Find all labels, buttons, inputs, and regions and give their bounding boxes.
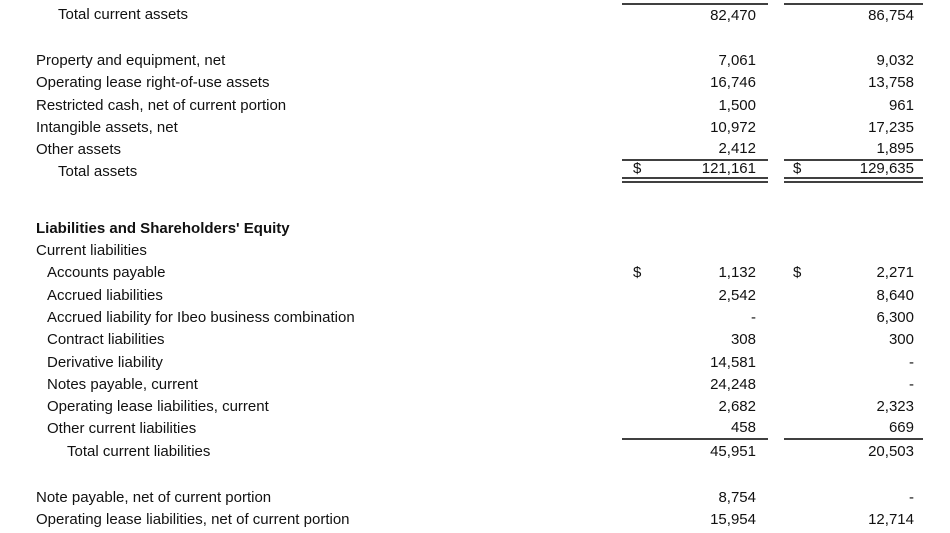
column-gap [768,373,784,395]
right-margin [923,138,950,160]
amount-col1 [622,94,768,116]
amount-value: 2,412 [718,140,756,158]
row-label: Accrued liabilities [47,286,163,304]
right-margin [923,486,950,508]
amount-value: 1,895 [876,140,914,158]
column-gap [768,239,784,261]
amount-value: 2,271 [876,264,914,282]
statement-row [0,351,950,373]
amount-value: 300 [888,331,914,349]
amount-value: 961 [888,96,914,114]
amount-value: 6,300 [876,308,914,326]
amount-value: 10,972 [710,118,756,136]
row-label: Total current assets [58,5,189,23]
right-margin [923,262,950,284]
amount-col2 [784,262,923,284]
statement-row [0,509,950,531]
row-label: Derivative liability [47,353,163,371]
column-gap [768,440,784,462]
amount-col1 [622,138,768,160]
amount-value: 1,132 [718,264,756,282]
amount-col2 [784,509,923,531]
right-margin [923,239,950,261]
amount-value: 129,635 [859,160,914,178]
amount-value: 9,032 [876,51,914,69]
amount-value: 2,682 [718,398,756,416]
row-label: Property and equipment, net [36,51,226,69]
amount-value: 13,758 [868,74,914,92]
right-margin [923,3,950,25]
statement-rows [0,3,950,531]
amount-value: - [751,308,756,326]
currency-symbol: $ [633,160,642,178]
spacer-row [0,462,950,486]
amount-col1 [622,161,768,183]
column-gap [768,284,784,306]
amount-col2 [784,217,923,239]
statement-row [0,440,950,462]
statement-row [0,3,950,25]
amount-value: 458 [730,419,756,437]
row-label: Current liabilities [36,242,147,260]
amount-col1 [622,217,768,239]
column-gap [768,138,784,160]
row-label: Restricted cash, net of current portion [36,96,287,114]
column-gap [768,72,784,94]
amount-col2 [784,306,923,328]
right-margin [923,329,950,351]
amount-value: 20,503 [868,442,914,460]
amount-col1 [622,262,768,284]
amount-col1 [622,72,768,94]
amount-col2 [784,440,923,462]
row-label: Other assets [36,141,122,159]
statement-row [0,486,950,508]
statement-row [0,239,950,261]
statement-row [0,161,950,183]
amount-col2 [784,3,923,25]
right-margin [923,351,950,373]
amount-col1 [622,284,768,306]
amount-value: - [909,488,914,506]
right-margin [923,418,950,440]
row-label: Intangible assets, net [36,118,178,136]
statement-row [0,138,950,160]
right-margin [923,509,950,531]
column-gap [768,306,784,328]
amount-col1 [622,486,768,508]
statement-row [0,395,950,417]
statement-row [0,217,950,239]
statement-row [0,94,950,116]
right-margin [923,395,950,417]
column-gap [768,94,784,116]
statement-row [0,329,950,351]
row-label: Total current liabilities [67,442,211,460]
amount-value: - [909,353,914,371]
column-gap [768,116,784,138]
amount-value: 1,500 [718,96,756,114]
column-gap [768,486,784,508]
right-margin [923,440,950,462]
right-margin [923,72,950,94]
spacer-row [0,25,950,49]
row-label: Operating lease liabilities, current [47,398,269,416]
statement-row [0,262,950,284]
amount-col2 [784,486,923,508]
amount-value: 8,640 [876,286,914,304]
right-margin [923,94,950,116]
column-gap [768,395,784,417]
right-margin [923,284,950,306]
row-label: Accounts payable [47,264,166,282]
amount-col2 [784,72,923,94]
row-label: Note payable, net of current portion [36,488,272,506]
column-gap [768,418,784,440]
amount-col2 [784,49,923,71]
row-label: Operating lease right-of-use assets [36,74,270,92]
amount-value: 8,754 [718,488,756,506]
amount-value: 14,581 [710,353,756,371]
amount-col2 [784,351,923,373]
amount-col1 [622,351,768,373]
amount-col2 [784,138,923,160]
right-margin [923,116,950,138]
column-gap [768,262,784,284]
column-gap [768,351,784,373]
row-label: Total assets [58,163,138,181]
amount-value: 86,754 [868,6,914,24]
amount-col1 [622,116,768,138]
row-label: Contract liabilities [47,331,165,349]
column-gap [768,3,784,25]
right-margin [923,306,950,328]
amount-col1 [622,418,768,440]
amount-col2 [784,239,923,261]
amount-value: 7,061 [718,51,756,69]
row-label: Liabilities and Shareholders' Equity [36,219,290,237]
amount-col2 [784,373,923,395]
amount-col2 [784,395,923,417]
amount-col2 [784,116,923,138]
amount-col1 [622,373,768,395]
spacer-row [0,183,950,217]
amount-value: 308 [730,331,756,349]
amount-value: 24,248 [710,375,756,393]
amount-col1 [622,49,768,71]
amount-col1 [622,3,768,25]
column-gap [768,329,784,351]
amount-col1 [622,509,768,531]
amount-value: 17,235 [868,118,914,136]
amount-value: 2,323 [876,398,914,416]
amount-value: 2,542 [718,286,756,304]
right-margin [923,49,950,71]
amount-col1 [622,329,768,351]
statement-row [0,284,950,306]
amount-value: - [909,375,914,393]
amount-value: 12,714 [868,511,914,529]
amount-value: 45,951 [710,442,756,460]
amount-value: 669 [888,419,914,437]
statement-row [0,418,950,440]
amount-col1 [622,440,768,462]
amount-col1 [622,306,768,328]
amount-col2 [784,284,923,306]
amount-col2 [784,418,923,440]
row-label: Notes payable, current [47,375,198,393]
amount-value: 82,470 [710,6,756,24]
row-label: Accrued liability for Ibeo business combination [47,308,355,326]
amount-col2 [784,161,923,183]
amount-col1 [622,239,768,261]
statement-row [0,373,950,395]
statement-row [0,306,950,328]
amount-value: 16,746 [710,74,756,92]
statement-row [0,72,950,94]
column-gap [768,509,784,531]
row-label: Other current liabilities [47,420,197,438]
currency-symbol: $ [633,264,642,282]
right-margin [923,373,950,395]
amount-value: 15,954 [710,511,756,529]
statement-row [0,116,950,138]
right-margin [923,161,950,183]
column-gap [768,49,784,71]
currency-symbol: $ [793,264,802,282]
currency-symbol: $ [793,160,802,178]
amount-col1 [622,395,768,417]
amount-col2 [784,94,923,116]
row-label: Operating lease liabilities, net of current portion [36,511,350,529]
statement-row [0,49,950,71]
amount-col2 [784,329,923,351]
column-gap [768,217,784,239]
column-gap [768,161,784,183]
amount-value: 121,161 [701,160,756,178]
right-margin [923,217,950,239]
